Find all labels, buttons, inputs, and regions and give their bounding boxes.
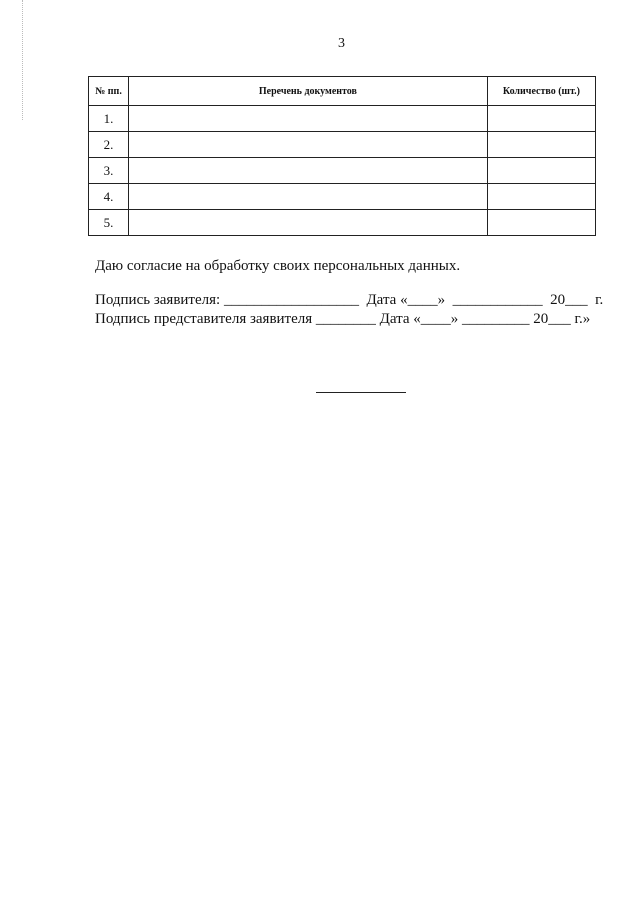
table-header-row [89,77,596,106]
header-list: Перечень документов [129,77,488,106]
row-num: 3. [89,158,129,184]
row-list[interactable] [129,210,488,236]
end-divider [316,392,406,393]
row-qty[interactable] [487,106,595,132]
row-qty[interactable] [487,210,595,236]
row-qty[interactable] [487,158,595,184]
header-num: № пп. [89,77,129,106]
margin-scan-mark [22,0,23,120]
applicant-signature-line: Подпись заявителя: __________________ Дата «____» ____________ 20___ г. [95,292,604,308]
table-row [89,106,596,132]
row-list[interactable] [129,132,488,158]
table-row [89,184,596,210]
row-list[interactable] [129,106,488,132]
row-num: 4. [89,184,129,210]
table-row [89,132,596,158]
row-list[interactable] [129,158,488,184]
row-num: 2. [89,132,129,158]
page-number: 3 [338,36,345,51]
row-num: 5. [89,210,129,236]
header-qty: Количество (шт.) [487,77,595,106]
table-row [89,210,596,236]
row-list[interactable] [129,184,488,210]
documents-table [88,76,596,236]
representative-signature-line: Подпись представителя заявителя ________ Дата «____» _________ 20___ г.» [95,311,591,327]
row-qty[interactable] [487,184,595,210]
row-num: 1. [89,106,129,132]
table-row [89,158,596,184]
row-qty[interactable] [487,132,595,158]
consent-text: Даю согласие на обработку своих персональных данных. [95,258,461,274]
